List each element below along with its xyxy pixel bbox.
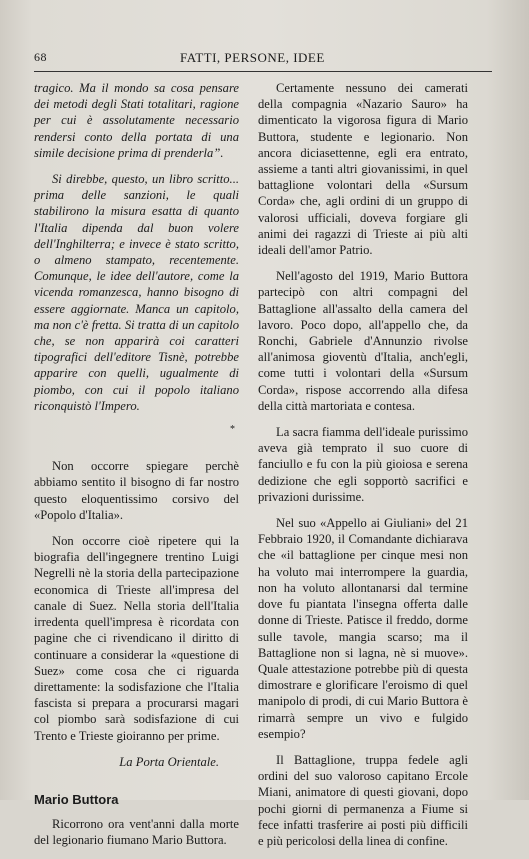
body-paragraph: La sacra fiamma dell'ideale purissimo aveva già temprato il suo cuore di fanciullo e fu con la più gioiosa e serena dedizione che egli sopportò sacrifici e privazioni durissime.: [258, 425, 468, 504]
page-number: 68: [34, 50, 47, 64]
body-paragraph: Certamente nessuno dei camerati della compagnia «Nazario Sauro» ha dimenticato la vigorosa figura di Mario Buttora, studente e legionario. Non ancora diciasettenne, egli era entrato, assieme a tanti altri giovanissimi, in quel battaglione volontari della «Sursum Corda» che, agli ordini di un gruppo di valorosi ufficiali, doveva forgiare gli animi dei ragazzi di Trieste ai più alti ideali dell'amor Patrio.: [258, 81, 468, 258]
body-paragraph: Il Battaglione, truppa fedele agli ordini del suo valoroso capitano Ercole Miani, animatore di questi giovani, dopo pochi giorni di permanenza a Fiume si fece infatti trasferire ai posti più difficili e più pericolosi della linea di confine.: [258, 752, 468, 848]
right-column: [258, 80, 468, 859]
body-paragraph: Non occorre cioè ripetere qui la biografia dell'ingegnere trentino Luigi Negrelli nè la storia della partecipazione economica di Trieste all'impresa del canale di Suez. Nella storia dell'Italia irredenta quell'impresa è ricordata con pagine che ci rivendicano il diritto di continuare a considerar la «questione di Suez» come cosa che ci riguarda direttamente: la sodisfazione che l'Italia fascista si prepara a procurarsi magari col piombo sarà sodisfazione di cui Trento e Trieste gioiranno per prime.: [34, 534, 239, 743]
body-paragraph: Non occorre spiegare perchè abbiamo sentito il bisogno di far nostro questo eloquentissimo corsivo del «Popolo d'Italia».: [34, 459, 239, 522]
left-column: [34, 80, 239, 859]
header-rule: [34, 71, 492, 72]
section-separator-star: *: [230, 424, 235, 436]
quote-paragraph: tragico. Ma il mondo sa cosa pensare dei metodi degli Stati totalitari, ragione per cui è assolutamente necessario rendersi conto della portata di una simile decisione prima di prenderla”.: [34, 81, 239, 160]
article-signature: La Porta Orientale.: [119, 754, 219, 769]
quote-paragraph: Si direbbe, questo, un libro scritto... prima delle sanzioni, le quali stabilirono la misura esatta di quanto l'Italia dipenda dal buon volere dell'Inghilterra; e invece è stato scritto, o almeno stampato, recentemente. Comunque, le idee dell'autore, come la vicenda romanzesca, hanno bisogno di essere aggiornate. Manca un capitolo, ma non c'è fretta. Si tratta di un capitolo che, se non apparirà coi caratteri tipografici dell'editore Tisnè, potrebbe apparire con quelli, ugualmente di piombo, con cui il popolo italiano riconquistò l'Impero.: [34, 172, 239, 413]
body-paragraph: Nell'agosto del 1919, Mario Buttora partecipò con altri compagni del Battaglione all'assalto della camera del lavoro. Poco dopo, all'appello che, da Ronchi, Gabriele d'Annunzio rivolse all'animosa gioventù d'Italia, anch'egli, come tutti i volontari della «Sursum Corda», rispose accorrendo alla difesa della città martoriata e contesa.: [258, 269, 468, 413]
section-heading: Mario Buttora: [34, 791, 119, 807]
page-header: [34, 50, 490, 70]
running-title: FATTI, PERSONE, IDEE: [180, 50, 325, 65]
body-paragraph: Ricorrono ora vent'anni dalla morte del legionario fiumano Mario Buttora.: [34, 817, 239, 848]
body-paragraph: Nel suo «Appello ai Giuliani» del 21 Febbraio 1920, il Comandante dichiarava che «il battaglione per cinque mesi non ha voluto mai interrompere la guardia, non ha voluto allontanarsi dal termine dove fu piantata l'insegna offerta dalle donne di Trieste. Patisce il freddo, dorme sulle tavole, mangia scarso; ma il Battaglione non si lagna, nè si muove». Quale attestazione potrebbe più di questa dimostrare e glorificare l'eroismo di quel manipolo di prodi, di cui Mario Buttora è rimarrà sempre un vivo e fulgido esempio?: [258, 516, 468, 741]
